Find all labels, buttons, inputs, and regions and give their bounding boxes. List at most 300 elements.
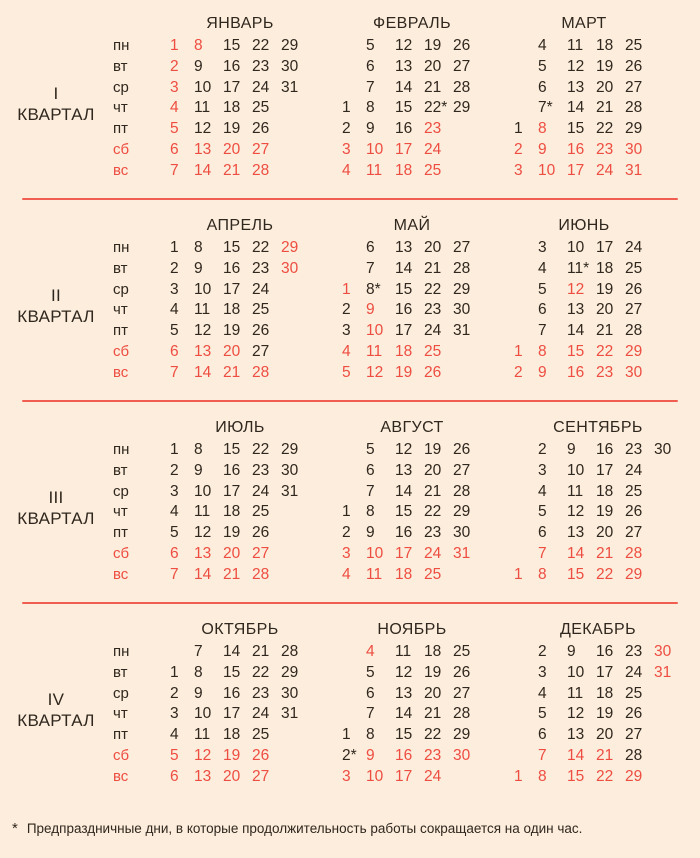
day-cell: 15	[395, 503, 413, 521]
empty-cell	[310, 259, 339, 280]
day-cell: 8	[194, 663, 203, 681]
day-cell: 23	[252, 57, 270, 75]
day-cell: 12	[194, 524, 212, 541]
empty-cell	[281, 300, 310, 321]
day-cell: 5	[538, 57, 547, 75]
day-cell: 7	[366, 482, 375, 500]
empty-cell	[482, 642, 511, 663]
day-cell: 12	[395, 663, 413, 681]
empty-cell	[654, 78, 683, 99]
day-cell: 24	[625, 663, 643, 681]
day-cell: 10	[194, 705, 212, 723]
day-cell: 31	[625, 161, 643, 179]
day-cell: 12	[567, 705, 585, 723]
empty-cell	[482, 140, 511, 161]
day-cell: 30	[453, 746, 471, 764]
empty-cell	[342, 482, 366, 503]
day-cell: 13	[567, 301, 585, 319]
day-cell: 20	[424, 57, 442, 75]
day-cell: 12	[194, 322, 212, 339]
empty-cell	[654, 161, 683, 182]
day-cell: 16	[395, 524, 413, 541]
day-cell: 19	[424, 441, 442, 458]
empty-cell	[514, 663, 538, 684]
day-cell: 26	[453, 441, 471, 458]
day-cell: 9	[366, 524, 375, 541]
day-cell: 11	[567, 482, 584, 500]
month-title: ЯНВАРЬ	[206, 15, 274, 32]
day-cell: 6	[170, 767, 179, 785]
day-cell: 30	[625, 363, 643, 381]
day-cell: 3	[538, 663, 547, 681]
day-cell: 5	[538, 280, 547, 298]
weekday-label: чт	[113, 301, 128, 319]
empty-cell	[342, 461, 366, 482]
day-cell: 22	[424, 726, 442, 743]
day-cell: 30	[654, 643, 672, 660]
month-title: МАРТ	[561, 15, 607, 32]
day-cell: 13	[194, 767, 212, 785]
empty-cell	[482, 342, 511, 363]
day-cell: 13	[395, 239, 413, 256]
day-cell: 7	[366, 705, 375, 723]
day-cell: 2	[342, 524, 351, 541]
empty-cell	[281, 746, 310, 767]
empty-cell	[342, 684, 366, 705]
day-cell: 11	[194, 726, 211, 743]
day-cell: 28	[281, 643, 299, 660]
day-cell: 4	[170, 503, 179, 521]
month-block	[342, 620, 514, 800]
day-cell: 18	[223, 726, 241, 743]
day-cell: 21	[424, 78, 442, 96]
empty-cell	[514, 523, 538, 544]
empty-cell	[482, 725, 511, 746]
empty-cell	[654, 140, 683, 161]
weekday-label: чт	[113, 99, 128, 117]
day-cell: 29	[625, 342, 643, 360]
day-cell: 4	[170, 99, 179, 117]
day-cell: 11	[366, 161, 383, 179]
weekday-label: вс	[113, 565, 129, 583]
day-cell: 28	[252, 363, 270, 381]
empty-cell	[482, 461, 511, 482]
day-cell: 7	[170, 363, 179, 381]
day-cell: 27	[252, 342, 270, 360]
day-cell: 20	[424, 684, 442, 702]
empty-cell	[310, 98, 339, 119]
day-cell: 2	[538, 643, 547, 660]
day-cell: 27	[625, 301, 643, 319]
day-cell: 26	[252, 524, 270, 541]
day-cell: 15	[395, 726, 413, 743]
day-cell: 15	[223, 239, 241, 256]
empty-cell	[482, 544, 511, 565]
day-cell: 12	[395, 37, 413, 54]
weekday-column	[112, 620, 170, 800]
empty-cell	[310, 746, 339, 767]
day-cell: 14	[567, 544, 585, 562]
day-cell: 27	[252, 767, 270, 785]
empty-cell	[514, 502, 538, 523]
day-cell: 1	[514, 120, 523, 137]
weekday-label: ср	[113, 78, 129, 96]
day-cell: 8	[194, 37, 203, 54]
day-cell: 4	[342, 161, 351, 179]
day-cell: 23	[424, 746, 442, 764]
empty-cell	[342, 440, 366, 461]
day-cell: 3	[538, 239, 547, 256]
empty-cell	[310, 36, 339, 57]
day-cell: 28	[453, 705, 471, 723]
day-cell: 1	[342, 280, 351, 298]
day-cell: 16	[223, 57, 241, 75]
day-cell: 4	[342, 565, 351, 583]
day-grid	[342, 238, 514, 383]
empty-cell	[482, 482, 511, 503]
day-cell: 17	[395, 767, 413, 785]
day-cell: 26	[625, 280, 643, 298]
day-cell: 11	[194, 301, 211, 319]
empty-cell	[453, 119, 482, 140]
empty-cell	[453, 767, 482, 788]
day-cell: 29	[281, 663, 299, 681]
day-cell: 19	[596, 280, 614, 298]
day-cell: 25	[252, 301, 270, 319]
empty-cell	[342, 642, 366, 663]
day-cell: 12	[366, 363, 384, 381]
month-block	[170, 418, 342, 598]
day-cell: 22	[424, 280, 442, 298]
day-cell: 27	[625, 726, 643, 743]
day-cell: 20	[596, 726, 614, 743]
day-cell: 18	[395, 565, 413, 583]
day-cell: 25	[424, 161, 442, 179]
day-cell: 6	[538, 301, 547, 319]
day-cell: 16	[223, 259, 241, 277]
day-cell: 17	[596, 663, 614, 681]
empty-cell	[281, 725, 310, 746]
day-cell: 14	[194, 161, 212, 179]
empty-cell	[281, 363, 310, 384]
weekday-label: чт	[113, 503, 128, 521]
day-grid	[170, 642, 342, 787]
month-block	[342, 14, 514, 194]
day-cell: 15	[223, 37, 241, 54]
day-cell: 28	[625, 99, 643, 117]
day-cell: 31	[453, 322, 471, 339]
empty-cell	[170, 642, 194, 663]
quarter-section	[0, 404, 700, 598]
day-cell: 17	[223, 78, 241, 96]
day-cell: 22	[596, 565, 614, 583]
day-cell: 15	[395, 99, 413, 117]
day-cell: 30	[625, 140, 643, 158]
day-cell: 2	[514, 140, 523, 158]
empty-cell	[453, 140, 482, 161]
day-cell: 7	[366, 78, 375, 96]
empty-cell	[342, 36, 366, 57]
day-cell: 2	[170, 461, 179, 479]
quarter-word: КВАРТАЛ	[17, 711, 95, 730]
quarter-section	[0, 202, 700, 396]
empty-cell	[482, 704, 511, 725]
empty-cell	[514, 57, 538, 78]
day-cell: 19	[596, 503, 614, 521]
day-cell: 9	[194, 57, 203, 75]
empty-cell	[654, 321, 683, 342]
day-cell: 6	[366, 684, 375, 702]
day-cell: 8	[538, 120, 547, 137]
day-cell: 17	[223, 280, 241, 298]
day-cell: 24	[596, 161, 614, 179]
day-cell: 23	[252, 684, 270, 702]
empty-cell	[654, 259, 683, 280]
empty-cell	[482, 321, 511, 342]
day-cell: 19	[424, 663, 442, 681]
day-cell: 18	[395, 161, 413, 179]
day-cell: 27	[453, 684, 471, 702]
quarter-divider	[22, 400, 678, 402]
day-cell: 12	[567, 280, 585, 298]
empty-cell	[453, 565, 482, 586]
day-cell: 3	[342, 544, 351, 562]
empty-cell	[342, 704, 366, 725]
day-cell: 30	[453, 524, 471, 541]
day-cell: 28	[625, 322, 643, 339]
weekday-label: ср	[113, 280, 129, 298]
empty-cell	[514, 544, 538, 565]
day-cell: 11	[567, 684, 584, 702]
day-cell: 13	[194, 342, 212, 360]
day-cell: 24	[424, 544, 442, 562]
empty-cell	[310, 440, 339, 461]
day-cell: 6	[366, 461, 375, 479]
quarter-divider	[22, 602, 678, 604]
day-cell: 9	[567, 643, 576, 660]
empty-cell	[654, 523, 683, 544]
day-cell: 20	[596, 301, 614, 319]
empty-cell	[281, 321, 310, 342]
weekday-label: ср	[113, 684, 129, 702]
empty-cell	[281, 98, 310, 119]
empty-cell	[482, 565, 511, 586]
day-cell: 5	[170, 746, 179, 764]
day-cell: 12	[194, 120, 212, 137]
weekday-label: чт	[113, 705, 128, 723]
day-cell: 18	[596, 482, 614, 500]
day-cell: 12	[567, 57, 585, 75]
empty-cell	[310, 565, 339, 586]
day-cell: 17	[223, 482, 241, 500]
empty-cell	[514, 238, 538, 259]
day-cell: 7	[170, 161, 179, 179]
day-cell: 29	[281, 239, 299, 256]
day-grid	[170, 238, 342, 383]
empty-cell	[514, 98, 538, 119]
month-block	[170, 14, 342, 194]
day-cell: 8	[194, 441, 203, 458]
empty-cell	[482, 440, 511, 461]
empty-cell	[514, 642, 538, 663]
weekday-label: сб	[113, 140, 130, 158]
empty-cell	[654, 280, 683, 301]
day-cell: 7*	[538, 99, 553, 117]
empty-cell	[453, 161, 482, 182]
day-cell: 17	[596, 239, 614, 256]
empty-cell	[453, 342, 482, 363]
day-cell: 23	[252, 259, 270, 277]
day-cell: 13	[567, 726, 585, 743]
day-cell: 10	[538, 161, 556, 179]
weekday-label: вт	[113, 57, 128, 75]
empty-cell	[514, 78, 538, 99]
day-cell: 11	[194, 99, 211, 117]
empty-cell	[654, 767, 683, 788]
day-cell: 16	[223, 461, 241, 479]
day-cell: 20	[596, 78, 614, 96]
empty-cell	[310, 482, 339, 503]
day-cell: 23	[424, 120, 442, 137]
day-cell: 19	[596, 705, 614, 723]
empty-cell	[482, 238, 511, 259]
day-cell: 3	[342, 140, 351, 158]
day-cell: 13	[567, 78, 585, 96]
weekday-label: пт	[113, 726, 128, 743]
day-cell: 24	[252, 280, 270, 298]
empty-cell	[514, 482, 538, 503]
day-cell: 27	[453, 239, 471, 256]
day-cell: 2	[170, 684, 179, 702]
day-cell: 4	[538, 259, 547, 277]
day-cell: 21	[223, 565, 241, 583]
empty-cell	[514, 321, 538, 342]
day-cell: 2	[342, 120, 351, 137]
day-cell: 5	[170, 524, 179, 541]
empty-cell	[310, 161, 339, 182]
month-title: НОЯБРЬ	[377, 621, 447, 638]
day-cell: 24	[625, 461, 643, 479]
empty-cell	[281, 767, 310, 788]
day-cell: 9	[194, 259, 203, 277]
day-cell: 5	[170, 120, 179, 137]
weekday-label: вс	[113, 767, 129, 785]
empty-cell	[654, 363, 683, 384]
day-grid	[342, 440, 514, 585]
empty-cell	[281, 161, 310, 182]
empty-cell	[514, 746, 538, 767]
day-cell: 9	[567, 441, 576, 458]
day-cell: 6	[366, 239, 375, 256]
empty-cell	[654, 461, 683, 482]
day-cell: 19	[596, 57, 614, 75]
empty-cell	[654, 300, 683, 321]
day-cell: 14	[395, 482, 413, 500]
day-grid	[170, 36, 342, 181]
month-block	[514, 620, 700, 800]
day-cell: 25	[252, 503, 270, 521]
day-cell: 5	[366, 37, 375, 54]
day-cell: 27	[453, 57, 471, 75]
quarter-numeral: III	[48, 487, 64, 507]
day-cell: 2	[170, 57, 179, 75]
day-cell: 9	[538, 363, 547, 381]
day-cell: 1	[170, 663, 179, 681]
day-cell: 16	[395, 301, 413, 319]
day-cell: 18	[223, 301, 241, 319]
day-cell: 15	[567, 120, 585, 137]
day-cell: 19	[424, 37, 442, 54]
day-cell: 19	[223, 524, 241, 541]
empty-cell	[310, 119, 339, 140]
day-cell: 8*	[366, 280, 381, 298]
day-cell: 29	[625, 767, 643, 785]
day-cell: 4	[538, 37, 547, 54]
empty-cell	[310, 363, 339, 384]
day-cell: 21	[223, 161, 241, 179]
empty-cell	[310, 523, 339, 544]
weekday-label: пн	[113, 37, 130, 54]
day-cell: 29	[625, 120, 643, 137]
empty-cell	[482, 767, 511, 788]
weekday-label: вт	[113, 259, 128, 277]
empty-cell	[654, 482, 683, 503]
empty-cell	[310, 502, 339, 523]
day-cell: 14	[194, 565, 212, 583]
day-cell: 26	[252, 322, 270, 339]
day-cell: 28	[453, 259, 471, 277]
day-cell: 31	[281, 705, 299, 723]
empty-cell	[482, 363, 511, 384]
day-cell: 9	[366, 301, 375, 319]
empty-cell	[310, 342, 339, 363]
weekday-label: сб	[113, 342, 130, 360]
footnote	[12, 820, 700, 837]
empty-cell	[281, 119, 310, 140]
day-cell: 13	[395, 461, 413, 479]
day-cell: 1	[170, 239, 179, 256]
empty-cell	[310, 238, 339, 259]
day-cell: 29	[453, 99, 471, 117]
day-grid	[514, 36, 700, 181]
day-cell: 17	[596, 461, 614, 479]
weekday-label: вт	[113, 663, 128, 681]
day-cell: 2	[170, 259, 179, 277]
day-cell: 20	[424, 239, 442, 256]
quarter-section	[0, 606, 700, 800]
weekday-label: вс	[113, 161, 129, 179]
quarter-word: КВАРТАЛ	[17, 307, 95, 326]
day-cell: 27	[453, 461, 471, 479]
day-cell: 22	[596, 120, 614, 137]
day-cell: 15	[223, 441, 241, 458]
day-cell: 29	[281, 441, 299, 458]
day-cell: 10	[366, 140, 384, 158]
day-cell: 30	[453, 301, 471, 319]
day-cell: 4	[342, 342, 351, 360]
day-cell: 14	[567, 322, 585, 339]
day-cell: 21	[223, 363, 241, 381]
quarter-label	[0, 620, 112, 800]
day-cell: 30	[654, 441, 672, 458]
empty-cell	[654, 36, 683, 57]
empty-cell	[514, 36, 538, 57]
empty-cell	[654, 684, 683, 705]
day-cell: 9	[366, 120, 375, 137]
empty-cell	[482, 663, 511, 684]
day-cell: 23	[596, 363, 614, 381]
day-cell: 1	[514, 342, 523, 360]
